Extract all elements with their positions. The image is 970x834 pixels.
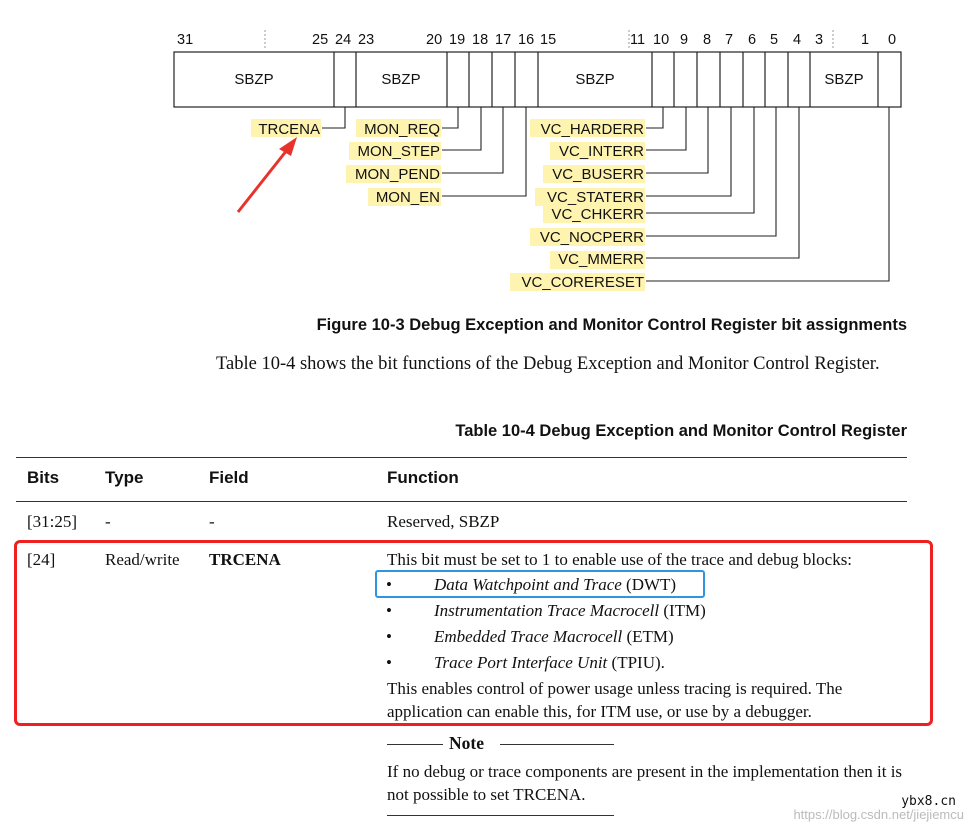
- field-label-vc-nocperr: VC_NOCPERR: [539, 229, 644, 246]
- note-title: Note: [449, 733, 484, 753]
- bullet-icon: •: [386, 653, 392, 672]
- note-rule-right: [500, 744, 614, 745]
- sbzp-label: SBZP: [234, 71, 274, 88]
- col-header-function: Function: [387, 468, 459, 487]
- row1-type: -: [105, 512, 111, 531]
- bit-number: 10: [653, 32, 670, 48]
- sbzp-label: SBZP: [575, 71, 615, 88]
- blue-highlight-box: [375, 570, 705, 598]
- item-name: Instrumentation Trace Macrocell: [434, 601, 660, 620]
- table-top-rule: [16, 457, 907, 458]
- bit-number: 8: [703, 32, 712, 48]
- item-abbr: (TPIU).: [611, 653, 665, 672]
- field-label-mon-en: MON_EN: [375, 189, 440, 206]
- note-text: If no debug or trace components are present in the implementation then it is not possible to set TRCENA.: [387, 762, 903, 804]
- sbzp-labels: [234, 71, 863, 88]
- bit-number: 18: [472, 32, 489, 48]
- bit-number: 31: [177, 32, 194, 48]
- bit-number: 19: [449, 32, 466, 48]
- bit-number: 3: [815, 32, 824, 48]
- field-labels: [258, 121, 644, 291]
- bullet-icon: •: [386, 601, 392, 620]
- bit-number: 15: [540, 32, 557, 48]
- field-label-vc-chkerr: VC_CHKERR: [551, 206, 644, 223]
- bit-number: 25: [312, 32, 329, 48]
- item-name: Trace Port Interface Unit: [434, 653, 608, 672]
- bit-number: 4: [793, 32, 802, 48]
- sbzp-label: SBZP: [824, 71, 864, 88]
- sbzp-label: SBZP: [381, 71, 421, 88]
- bit-number: 24: [335, 32, 352, 48]
- note-bottom-rule: [387, 815, 614, 816]
- row2-type: Read/write: [105, 550, 180, 569]
- bit-number: 0: [888, 32, 897, 48]
- bit-number: 11: [630, 32, 646, 48]
- field-label-vc-interr: VC_INTERR: [558, 143, 644, 160]
- bit-number: 16: [518, 32, 535, 48]
- item-abbr: (ETM): [626, 627, 674, 646]
- col-header-field: Field: [209, 468, 249, 487]
- intro-paragraph: Table 10-4 shows the bit functions of the Debug Exception and Monitor Control Register.: [216, 354, 880, 374]
- bit-number: 1: [861, 32, 870, 48]
- bit-number: 6: [748, 32, 757, 48]
- row2-field: TRCENA: [209, 550, 281, 569]
- item-abbr: (DWT): [626, 575, 677, 594]
- table-caption: Table 10-4 Debug Exception and Monitor Control Register: [455, 422, 907, 440]
- row2-function-outro: This enables control of power usage unless tracing is required. The application can enable this, for ITM use, or use by a debugger.: [387, 679, 843, 721]
- item-abbr: (ITM): [663, 601, 706, 620]
- item-name: Data Watchpoint and Trace: [434, 575, 622, 594]
- field-label-vc-corereset: VC_CORERESET: [521, 274, 644, 291]
- bit-number: 23: [358, 32, 375, 48]
- col-header-bits: Bits: [27, 468, 60, 487]
- field-label-vc-buserr: VC_BUSERR: [552, 166, 644, 183]
- item-name: Embedded Trace Macrocell: [434, 627, 623, 646]
- figure-caption: Figure 10-3 Debug Exception and Monitor Control Register bit assignments: [316, 316, 907, 334]
- col-header-type: Type: [105, 468, 144, 487]
- bit-number: 17: [495, 32, 512, 48]
- bit-number: 9: [680, 32, 689, 48]
- field-label-mon-req: MON_REQ: [364, 121, 440, 138]
- row1-bits: [31:25]: [27, 512, 78, 531]
- field-label-vc-staterr: VC_STATERR: [547, 189, 644, 206]
- field-label-trcena: TRCENA: [258, 121, 320, 138]
- annotation-arrow-icon: [238, 137, 297, 212]
- bullet-icon: •: [386, 575, 392, 594]
- field-label-vc-harderr: VC_HARDERR: [540, 121, 644, 138]
- field-label-mon-step: MON_STEP: [357, 143, 440, 160]
- field-label-mon-pend: MON_PEND: [354, 166, 440, 183]
- watermark-url: https://blog.csdn.net/jiejiemcu: [793, 807, 964, 822]
- register-box: [174, 52, 901, 107]
- row2-bits: [24]: [27, 550, 56, 569]
- red-highlight-box: [14, 540, 933, 726]
- field-label-vc-mmerr: VC_MMERR: [558, 251, 644, 268]
- row1-function: Reserved, SBZP: [387, 512, 500, 531]
- note-rule-left: [387, 744, 443, 745]
- bit-number: 20: [426, 32, 443, 48]
- table-header-rule: [16, 501, 907, 502]
- bit-number: 7: [725, 32, 734, 48]
- row1-field: -: [209, 512, 215, 531]
- bullet-icon: •: [386, 627, 392, 646]
- row2-function-intro: This bit must be set to 1 to enable use of the trace and debug blocks:: [387, 550, 853, 569]
- bit-number: 5: [770, 32, 779, 48]
- register-diagram: [0, 0, 970, 310]
- bit-numbers: [177, 32, 896, 48]
- watermark: ybx8.cn: [901, 794, 956, 809]
